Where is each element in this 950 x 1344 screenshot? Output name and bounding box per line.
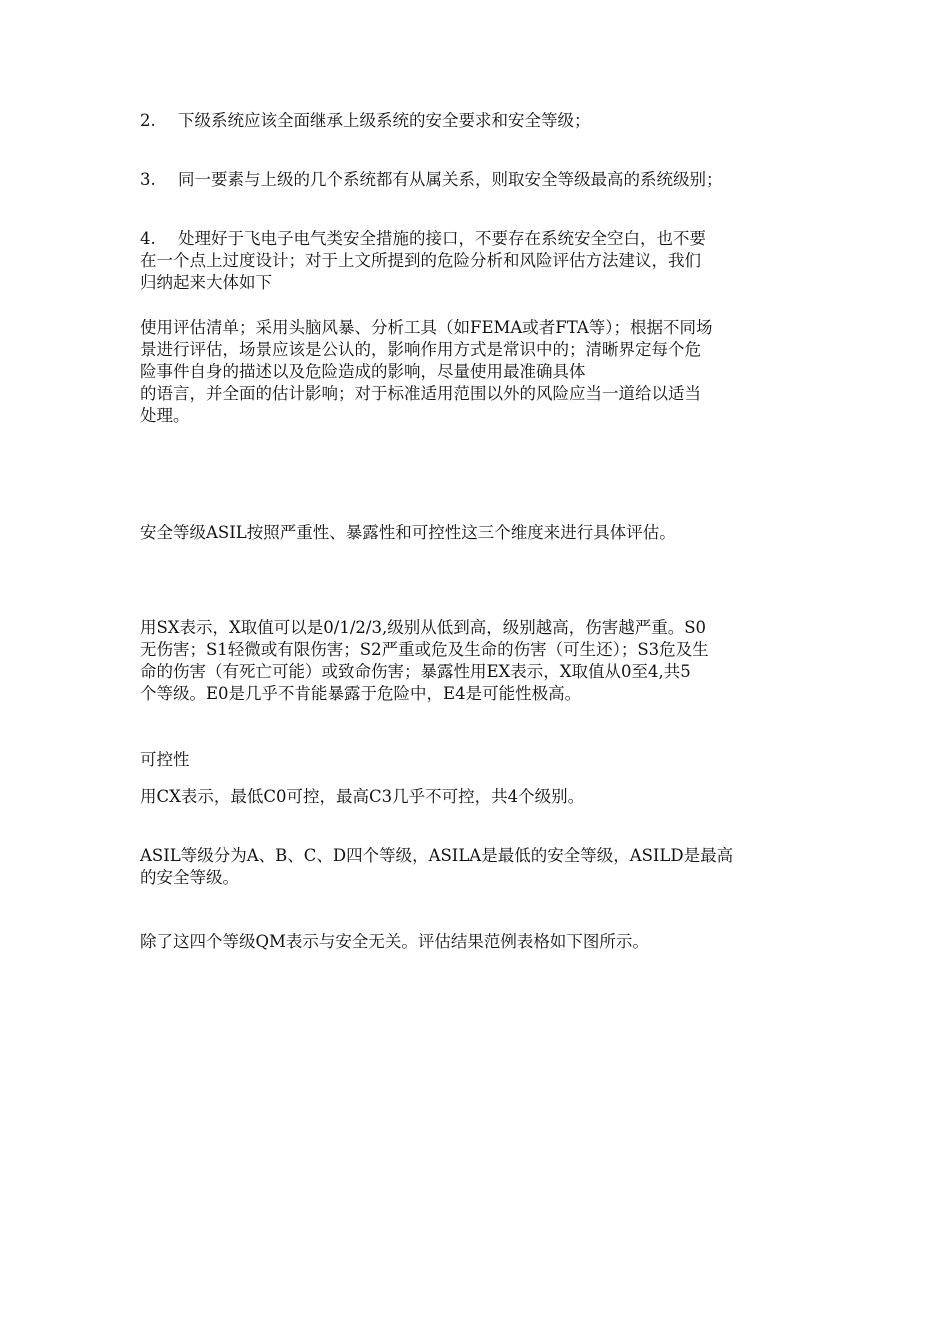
assessment-paragraph: [140, 317, 820, 427]
paragraph-line: 命的伤害（有死亡可能）或致命伤害；暴露性用EX表示，X取值从0至4,共5: [140, 662, 691, 681]
paragraph-line: 的安全等级。: [140, 868, 239, 887]
paragraph-line: 个等级。E0是几乎不肯能暴露于危险中，E4是可能性极高。: [140, 684, 582, 703]
paragraph-line: 无伤害；S1轻微或有限伤害；S2严重或危及生命的伤害（可生还）；S3危及生: [140, 640, 709, 659]
list-number: 2.: [140, 111, 156, 130]
list-text-line: 处理好于飞电子电气类安全措施的接口，不要存在系统安全空白，也不要: [178, 229, 706, 248]
qm-paragraph: 除了这四个等级QM表示与安全无关。评估结果范例表格如下图所示。: [140, 932, 649, 951]
paragraph-line: 用SX表示，X取值可以是0/1/2/3,级别从低到高，级别越高，伤害越严重。S0: [140, 618, 707, 637]
list-item-4: [140, 228, 820, 294]
paragraph-line: 使用评估清单；采用头脑风暴、分析工具（如FEMA或者FTA等）；根据不同场: [140, 318, 713, 337]
list-item-3: [140, 169, 820, 191]
controllability-paragraph: 用CX表示，最低C0可控，最高C3几乎不可控，共4个级别。: [140, 787, 585, 806]
asil-levels-paragraph: [140, 845, 820, 889]
severity-paragraph: [140, 617, 820, 705]
list-item-2: [140, 110, 820, 132]
list-text-line: 归纳起来大体如下: [140, 273, 272, 292]
paragraph-line: 处理。: [140, 406, 190, 425]
list-number: 3.: [140, 170, 156, 189]
paragraph-line: 的语言，并全面的估计影响；对于标准适用范围以外的风险应当一道给以适当: [140, 384, 701, 403]
list-number: 4.: [140, 229, 156, 248]
list-text-line: 在一个点上过度设计；对于上文所提到的危险分析和风险评估方法建议，我们: [140, 251, 701, 270]
list-text: 下级系统应该全面继承上级系统的安全要求和安全等级；: [178, 111, 591, 130]
list-text: 同一要素与上级的几个系统都有从属关系，则取安全等级最高的系统级别；: [178, 170, 723, 189]
paragraph-line: 景进行评估，场景应该是公认的，影响作用方式是常识中的；清晰界定每个危: [140, 340, 701, 359]
paragraph-line: ASIL等级分为A、B、C、D四个等级，ASILA是最低的安全等级，ASILD是最高: [140, 846, 734, 865]
asil-intro-paragraph: 安全等级ASIL按照严重性、暴露性和可控性这三个维度来进行具体评估。: [140, 523, 676, 542]
controllability-heading: 可控性: [140, 750, 190, 769]
paragraph-line: 险事件自身的描述以及危险造成的影响，尽量使用最准确具体: [140, 362, 586, 381]
